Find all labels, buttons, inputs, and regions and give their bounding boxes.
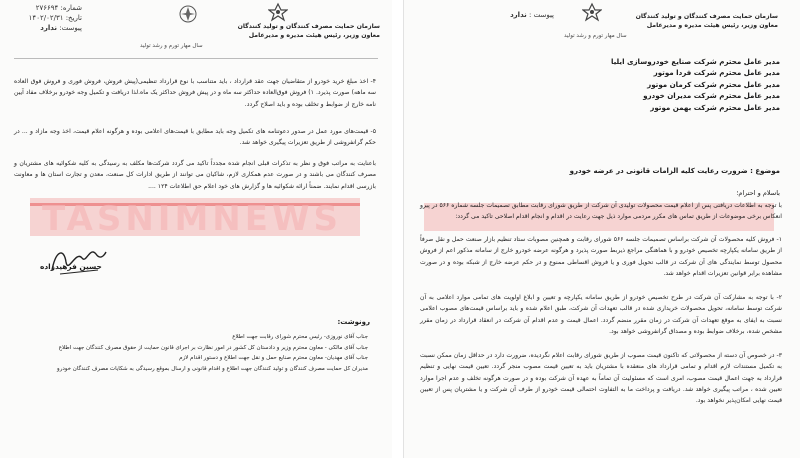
letter-subject: موضوع : ضرورت رعایت کلیه الزامات قانونی در عرضه خودرو xyxy=(569,167,780,175)
greeting: باسلام و احترام؛ xyxy=(736,189,780,197)
letter-number-row xyxy=(12,3,82,13)
signatory-name: حسین فرهیدزاده xyxy=(40,262,102,271)
body-paragraph-1: ۱- فروش کلیه محصولات آن شرکت براساس تصمیمات جلسه ۵۶۶ شورای رقابت و همچنین مصوبات ستاد تنظیم بازار صنعت حمل و نقل صرفاً از طریق سامانه یکپارچه تخصیص خودرو و با هماهنگی مراجع ذیربط صورت پذیرد و هرگونه عرضه خودرو خارج از سامانه مذکور اعم از فروش محصول توسط نمایندگی های آن شرکت در قالب تحویل فوری و یا فروش اقساطی ممنوع و در حکم عرضه خارج از شبکه بوده و در صورت مشاهده برابر قوانین تعزیرات اقدام خواهد شد. xyxy=(420,236,782,277)
letter-meta xyxy=(474,10,554,20)
year-slogan: سال مهار تورم و رشد تولید xyxy=(140,43,203,49)
letter-meta xyxy=(12,3,82,33)
letter-attachment-row xyxy=(12,23,82,33)
organization-line: معاون وزیر، رئیس هیئت مدیره و مدیرعامل xyxy=(646,22,778,29)
page-gap xyxy=(392,0,404,458)
attachment-label: پیوست : xyxy=(529,11,554,19)
body-paragraph-5: ۵- قیمت‌های مورد عمل در صدور دعوتنامه های تکمیل وجه باید مطابق با قیمت‌های اعلامی بوده و هرگونه اعلام قیمت، اخذ وجه مازاد و ... در حکم گرانفروشی از طریق تعزیرات پیگیری خواهد شد. xyxy=(14,128,376,147)
attachment-value: ندارد xyxy=(510,11,527,19)
header-divider xyxy=(14,58,378,59)
cc-item: جناب آقای مالکی - معاون محترم وزیر و دادستان کل کشور در امور نظارت بر اجرای قانون حمایت از حقوق مصرف کنندگان جهت اطلاع xyxy=(58,344,368,351)
addressee-list xyxy=(611,56,780,113)
letter-page-1 xyxy=(404,0,800,458)
body-paragraph-closing: باعنایت به مراتب فوق و نظر به تذکرات قبلی انجام شده مجدداً تاکید می گردد شرکت‌ها مکلف به رسیدگی به کلیه شکوائیه های مشتریان و مصرف کنندگان می باشند و در صورت عدم همکاری لازم، شاکیان می توانند از طریق ادارات کل صنعت، معدن و تجارت استان ها و معاونت بازرسی اقدام نمایند. ضمناً ارائه شکوائیه ها و گزارش های خود اعلام حق اطلاعات ۱۲۴ .... xyxy=(14,160,376,190)
addressee: مدیر عامل محترم شرکت بهمن موتور xyxy=(650,102,780,112)
tasnim-watermark: TASNIMNEWS xyxy=(42,199,342,239)
addressee: مدیر عامل محترم شرکت مدیران خودرو xyxy=(643,91,780,101)
intro-paragraph: با توجه به اطلاعات دریافتی پس از اعلام قیمت محصولات تولیدی آن شرکت از طریق شورای رقابت مطابق تصمیمات جلسه شماره ۵۶۶ در پیرو انعکاس برخی موضوعات از طریق تماس های مکرر مردمی موارد ذیل جهت رعایت در اقدام و انجام اقدام اصلاحی تاکید می گردد: xyxy=(420,202,782,221)
cc-list xyxy=(57,332,368,374)
body-paragraph-4: ۴- اخذ مبلغ خرید خودرو از متقاضیان جهت عقد قرارداد ، باید متناسب با نوع قرارداد تنظیمی(پیش فروش، فروش فوری و فروش فوق العاده سه ماهه) صورت پذیرد. ۱) فروش فوق‌العاده حداکثر سه ماه و در پیش فروش حداکثر یک ماه.لذا دریافت و تکمیل وجه خودرو برخلاف مفاد آیین نامه خارج از ضوابط و تخلف بوده و باید اصلاح گردد. xyxy=(14,78,376,108)
body-paragraph-3: ۳- در خصوص آن دسته از محصولاتی که تاکنون قیمت مصوب از طریق شورای رقابت اعلام نگردیده، ضرورت دارد در حداقل زمان ممکن نسبت به تکمیل مستندات لازم اقدام و تمامی قرارداد های منعقده با مشتریان باید به تعیین قیمت مصوب منجر گردد. تعیین قیمت نهایی و تنظیم قرارداد به جهت اعمال قیمت مصوب، امری است که مسئولیت آن تماماً به عهده آن شرکت بوده و در صورت هرگونه تخلف و عدم اجرا موارد تعیین شده ، مراتب پیگیری خواهد شد. دریافت و پرداخت ما به التفاوت احتمالی قیمت خودرو از طرف آن شرکت و یا مشتریان پس از تعیین قیمت نهایی امکان‌پذیر نخواهد بود. xyxy=(420,352,782,405)
date-label: تاریخ: xyxy=(65,14,82,22)
cc-title: رونوشت: xyxy=(337,318,370,326)
letter-date-row xyxy=(12,13,82,23)
handwritten-signature-icon xyxy=(46,240,110,280)
number-label: شماره: xyxy=(60,4,82,12)
organization-name xyxy=(618,12,778,30)
organization-line: سازمان حمایت مصرف کنندگان و تولید کنندگان xyxy=(237,23,380,30)
date-value: ۱۴۰۲/۰۲/۳۱ xyxy=(28,14,64,22)
organization-emblem-icon xyxy=(582,2,602,22)
organization-line: معاون وزیر، رئیس هیئت مدیره و مدیرعامل xyxy=(248,32,380,39)
addressee: مدیر عامل محترم شرکت فردا موتور xyxy=(653,68,780,78)
cc-item: مدیران کل حمایت مصرف کنندگان و تولید کنندگان جهت اطلاع و اقدام قانونی و ارسال بموقع رسیدگی به شکایات مصرف کنندگان خودرو xyxy=(57,365,368,372)
ministry-emblem-icon xyxy=(178,4,198,24)
letter-attachment-row xyxy=(474,10,554,20)
attachment-value: ندارد xyxy=(40,24,57,32)
year-slogan: سال مهار تورم و رشد تولید xyxy=(564,33,627,39)
addressee: مدیر عامل محترم شرکت کرمان موتور xyxy=(647,79,780,89)
letter-page-2 xyxy=(0,0,392,458)
number-value: ۲۷۶۶۹۴ xyxy=(35,4,59,12)
cc-item: جناب آقای نوروزی- رئیس محترم شورای رقابت جهت اطلاع xyxy=(232,334,368,340)
organization-line: سازمان حمایت مصرف کنندگان و تولید کنندگان xyxy=(635,13,778,20)
attachment-label: پیوست: xyxy=(59,24,82,32)
organization-name xyxy=(230,22,380,40)
cc-item: جناب آقای مهدیان- معاون محترم صنایع حمل و نقل جهت اطلاع و دستور اقدام لازم xyxy=(179,355,368,362)
organization-emblem-icon xyxy=(268,2,288,22)
addressee: مدیر عامل محترم شرکت صنایع خودروسازی ایلیا xyxy=(610,57,780,66)
body-paragraph-2: ۲- با توجه به مشارکت آن شرکت در طرح تخصیص خودرو از طریق سامانه یکپارچه و تعیین و ابلاغ اولویت های تمامی موارد اعلامی به آن شرکت توسط سامانه، تحویل محصولات خریداری شده در قالب تعهدات آن شرکت، طبق اعلام شده و باید براساس قیمت‌های مصوب اعلامی نسبت به ایفای به موقع تعهدات آن شرکت در زمان مقرر منضم گردد. اعمال قیمت و عدم اقدام آن شرکت در انعقاد قرارداد در زمان مقرر مشخص شده، برخلاف ضوابط بوده و مصداق گرانفروشی خواهد بود. xyxy=(420,294,782,335)
